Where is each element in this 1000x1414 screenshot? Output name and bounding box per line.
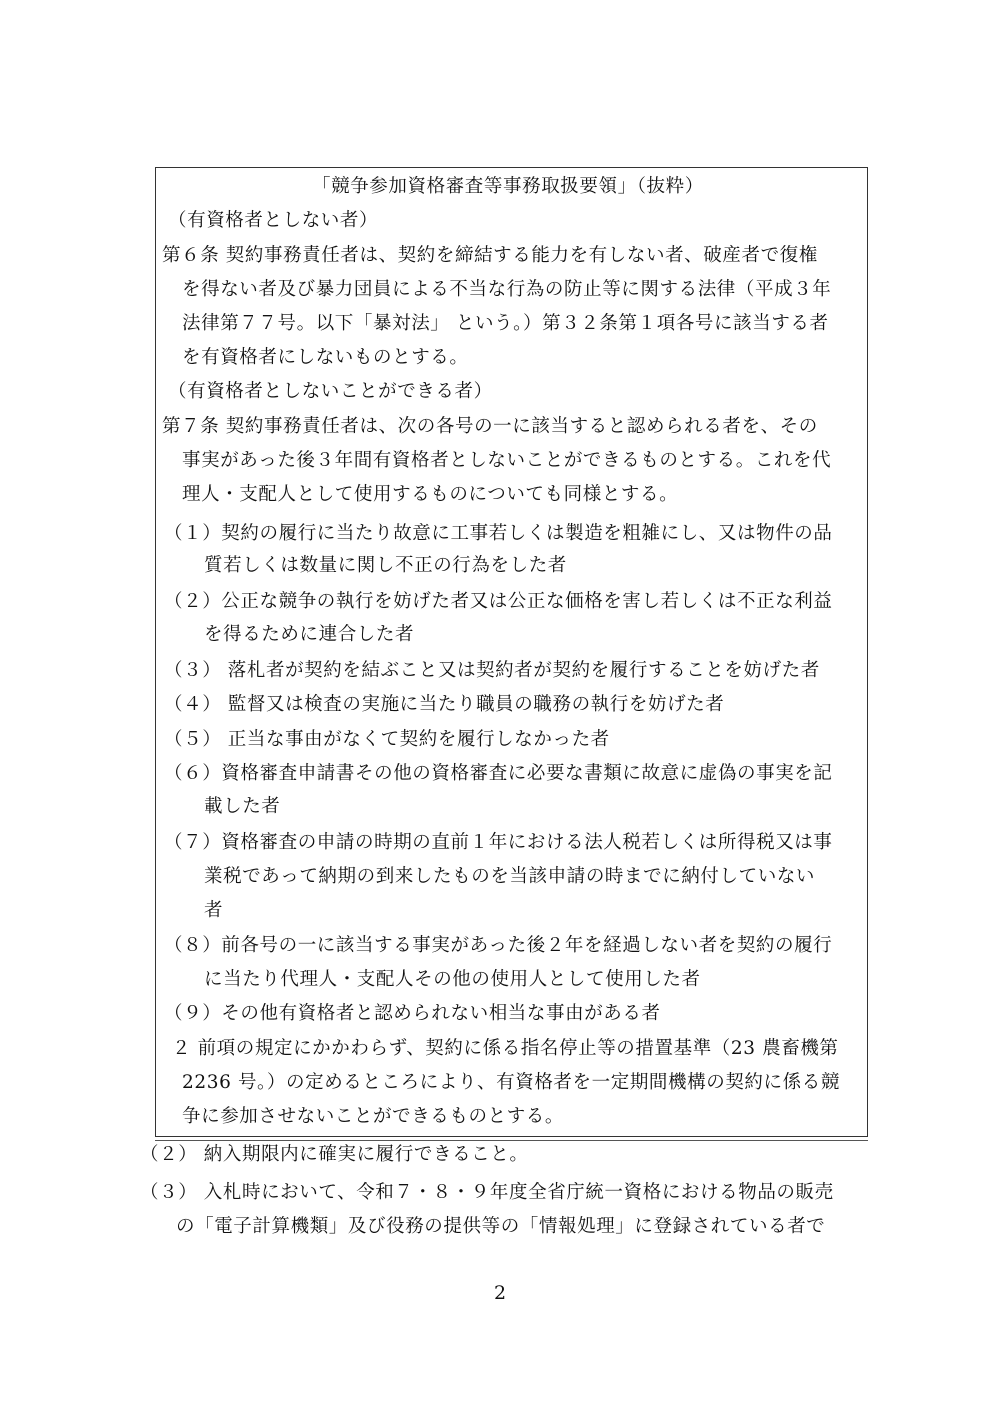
box-line: 業税であって納期の到来したものを当該申請の時までに納付していない (204, 866, 816, 887)
box-line: （４） 監督又は検査の実施に当たり職員の職務の執行を妨げた者 (164, 694, 725, 715)
body-line: （３） 入札時において、令和７・８・９年度全省庁統一資格における物品の販売 (140, 1182, 834, 1203)
box-line: （１）契約の履行に当たり故意に工事若しくは製造を粗雑にし、又は物件の品 (164, 523, 833, 544)
box-line: 理人・支配人として使用するものについても同様とする。 (182, 484, 679, 505)
body-line: の「電子計算機類」及び役務の提供等の「情報処理」に登録されている者で (176, 1216, 826, 1237)
body-line: （２） 納入期限内に確実に履行できること。 (140, 1144, 529, 1165)
box-line: 2236 号。）の定めるところにより、有資格者を一定期間機構の契約に係る競 (182, 1072, 840, 1093)
box-line: を得ない者及び暴力団員による不当な行為の防止等に関する法律（平成３年 (182, 279, 832, 300)
box-line: （７）資格審査の申請の時期の直前１年における法人税若しくは所得税又は事 (164, 832, 833, 853)
box-line: （３） 落札者が契約を結ぶこと又は契約者が契約を履行することを妨げた者 (164, 660, 820, 681)
box-line: （２）公正な競争の執行を妨げた者又は公正な価格を害し若しくは不正な利益 (164, 591, 833, 612)
box-line: ２ 前項の規定にかかわらず、契約に係る指名停止等の措置基準（23 農畜機第 (172, 1038, 839, 1059)
box-line: 第６条 契約事務責任者は、契約を締結する能力を有しない者、破産者で復権 (162, 245, 818, 266)
box-line: 質若しくは数量に関し不正の行為をした者 (204, 555, 567, 576)
box-line: （９）その他有資格者と認められない相当な事由がある者 (164, 1003, 661, 1024)
box-line: に当たり代理人・支配人その他の使用人として使用した者 (204, 969, 701, 990)
box-line: （５） 正当な事由がなくて契約を履行しなかった者 (164, 729, 610, 750)
box-line: を有資格者にしないものとする。 (182, 347, 469, 368)
box-line: 者 (204, 900, 224, 921)
page-number: 2 (493, 1282, 507, 1304)
box-line: （有資格者としない者） (168, 210, 379, 231)
box-line: 第７条 契約事務責任者は、次の各号の一に該当すると認められる者を、その (162, 416, 818, 437)
box-line: 載した者 (204, 796, 281, 817)
box-line: （８）前各号の一に該当する事実があった後２年を経過しない者を契約の履行 (164, 935, 833, 956)
box-line: 争に参加させないことができるものとする。 (182, 1106, 565, 1127)
box-line: （６）資格審査申請書その他の資格審査に必要な書類に故意に虚偽の事実を記 (164, 763, 833, 784)
excerpt-title: 「競争参加資格審査等事務取扱要領」（抜粋） (312, 176, 704, 197)
box-line: 法律第７７号。以下「暴対法」 という。）第３２条第１項各号に該当する者 (182, 313, 829, 334)
box-line: を得るために連合した者 (204, 624, 415, 645)
box-line: （有資格者としないことができる者） (168, 381, 493, 402)
box-line: 事実があった後３年間有資格者としないことができるものとする。これを代 (182, 450, 832, 471)
